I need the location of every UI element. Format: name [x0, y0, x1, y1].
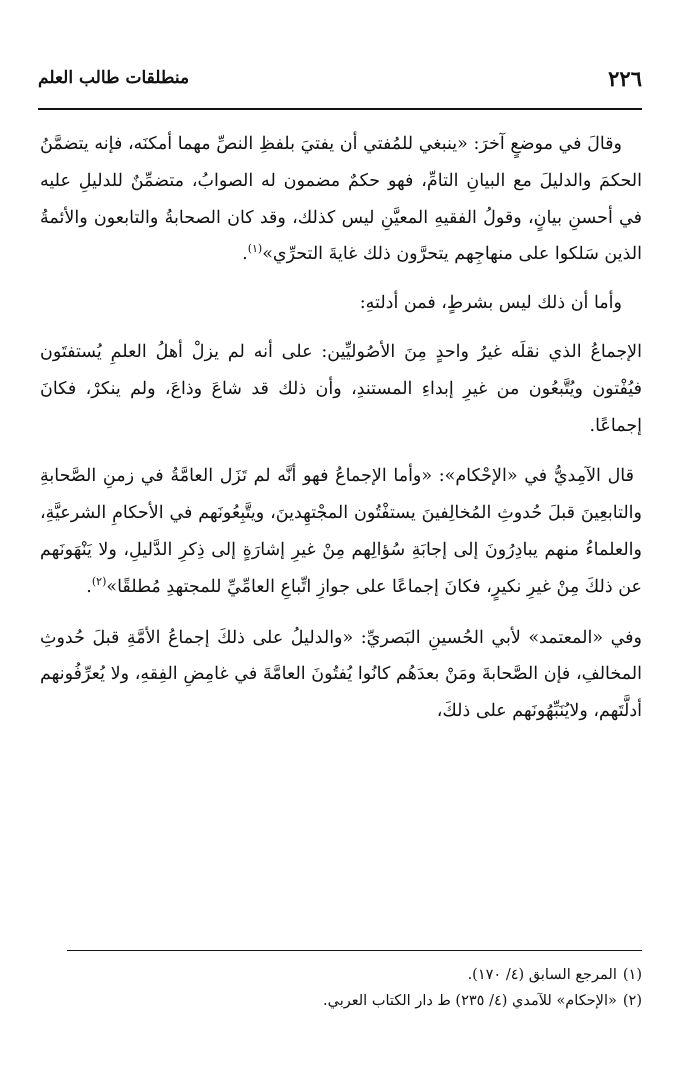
footnote-number: (٢) — [622, 993, 642, 1009]
paragraph — [40, 285, 642, 322]
footnote-ref: (١) — [247, 242, 263, 256]
footnote — [40, 962, 642, 988]
paragraph-text: وأما أن ذلك ليس بشرطٍ، فمن أدلتهِ: — [359, 293, 622, 314]
footnote-number: (١) — [622, 967, 642, 983]
paragraph-end: . — [86, 576, 92, 597]
paragraph — [40, 126, 642, 273]
paragraph-end: . — [242, 244, 248, 265]
paragraph — [40, 620, 642, 730]
footnote-text: «الإحكام» للآمدي (٤/ ٢٣٥) ط دار الكتاب العربي. — [323, 993, 617, 1009]
paragraph — [40, 334, 642, 444]
paragraph — [40, 458, 642, 605]
page-header — [38, 58, 642, 98]
page-body — [40, 126, 642, 730]
page-number: ٢٢٦ — [608, 65, 642, 91]
footnote — [40, 988, 642, 1014]
footnote-ref: (٢) — [91, 574, 107, 588]
footnote-rule — [67, 950, 642, 951]
header-rule — [38, 108, 642, 110]
footnotes — [40, 962, 642, 1014]
paragraph-text: وقالَ في موضعٍ آخرَ: «ينبغي للمُفتي أن يفتيَ بلفظِ النصِّ مهما أمكنَه، فإنه يتضمَّنُ الحكمَ والدليلَ مع البيانِ التامِّ، فهو حكمٌ مضمون له الصوابُ، متضمِّنٌ للدليلِ عليه في أحسنِ بيانٍ، وقولُ الفقيهِ المعيَّنِ ليس كذلك، وقد كان الصحابةُ والتابعون والأئمةُ الذين سَلكوا على منهاجِهم يتحرَّون ذلك غايةَ التحرِّي» — [40, 134, 642, 265]
running-title: منطلقات طالب العلم — [38, 68, 190, 88]
footnote-text: المرجع السابق (٤/ ١٧٠). — [467, 967, 617, 983]
paragraph-text: وفي «المعتمد» لأبي الحُسينِ البَصريِّ: «والدليلُ على ذلكَ إجماعُ الأمَّةِ قبلَ حُدوثِ المخالفِ، فإن الصَّحابةَ ومَنْ بعدَهُم كانُوا يُفتُونَ العامَّةَ في غامِضِ الفِقهِ، ولا يُعرِّفُونهم أدلَّتَهم، ولايُنَبِّهُونَهم على ذلكَ، — [40, 627, 642, 722]
paragraph-text: الإجماعُ الذي نقلَه غيرُ واحدٍ مِنَ الأصُوليِّين: على أنه لم يزلْ أهلُ العلمِ يُستفتَون فيُفْتون ويُتَّبعُون من غيرِ إبداءِ المستندِ، وأن ذلك قد شاعَ وذاعَ، ولم ينكرْ، فكانَ إجماعًا. — [40, 341, 642, 436]
paragraph-text: قال الآمِديُّ في «الإحْكام»: «وأما الإجماعُ فهو أنَّه لم تَزَل العامَّةُ في زمنِ الصَّحابةِ والتابعِينَ قبلَ حُدوثِ المُخالِفينَ يستفْتُون المجْتهِدينَ، ويتَّبِعُونَهم في الأحكامِ الشرعيَّةِ، والعلماءُ منهم يبادِرُونَ إلى إجابَةِ سُؤالِهم مِنْ غيرِ إشارَةٍ إلى ذِكرِ الدَّليلِ، ولا يَنْهَونَهم عن ذلكَ مِنْ غيرِ نكيرٍ، فكانَ إجماعًا على جوازِ اتِّباعِ العامِّيِّ للمجتهدِ مُطلقًا» — [40, 466, 642, 597]
